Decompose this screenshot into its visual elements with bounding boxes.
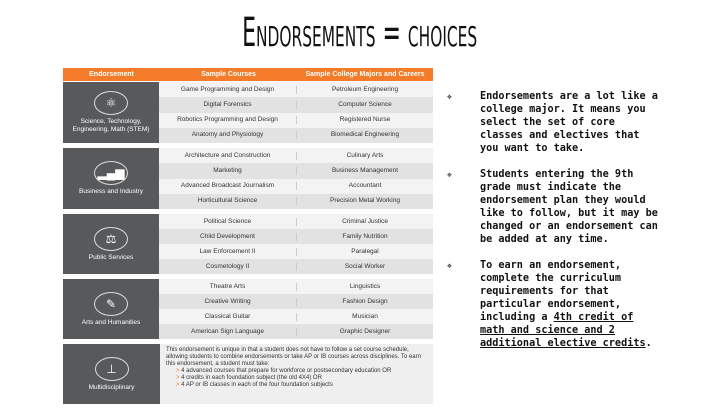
course-cell: Classical Guitar xyxy=(159,313,297,321)
table-row xyxy=(159,244,433,259)
career-cell: Accountant xyxy=(348,182,382,190)
table-row xyxy=(159,294,433,309)
group-name: Business and Industry xyxy=(79,188,143,195)
career-cell: Graphic Designer xyxy=(339,327,391,335)
course-cell: Anatomy and Physiology xyxy=(159,131,297,139)
table-row xyxy=(159,214,433,229)
table-header xyxy=(63,68,433,81)
course-cell: Robotics Programming and Design xyxy=(159,116,297,124)
atom-icon: ⚛ xyxy=(94,91,128,115)
table-row xyxy=(159,279,433,294)
signpost-icon: ⊥ xyxy=(95,357,129,381)
course-cell: Advanced Broadcast Journalism xyxy=(159,182,297,190)
career-cell: Family Nutrition xyxy=(342,232,388,240)
table-row xyxy=(159,259,433,274)
bullet-item: ❖ To earn an endorsement, complete the curriculum requirements for that particular endorsement, including a 4th credit of math and science and 2 additional elective credits. xyxy=(447,260,652,349)
bar-chart-icon: ▂▄▆ xyxy=(94,161,128,185)
course-cell: Cosmetology II xyxy=(159,263,297,271)
course-cell: Digital Forensics xyxy=(159,101,297,109)
course-cell: Law Enforcement II xyxy=(159,248,297,256)
course-cell: Horticultural Science xyxy=(159,197,297,205)
slide-title: Endorsements = choices xyxy=(242,10,478,56)
career-cell: Biomedical Engineering xyxy=(330,131,400,139)
multi-item: > 4 advanced courses that prepare for workforce or postsecondary education OR xyxy=(176,368,392,374)
course-cell: Political Science xyxy=(159,218,297,226)
career-cell: Criminal Justice xyxy=(342,217,388,225)
table-row xyxy=(159,324,433,339)
course-cell: Marketing xyxy=(159,167,297,175)
header-endorsement: Endorsement xyxy=(89,71,134,78)
career-cell: Precision Metal Working xyxy=(330,197,400,205)
endorsement-group xyxy=(63,214,433,274)
table-row xyxy=(159,128,433,143)
course-cell: Child Development xyxy=(159,233,297,241)
endorsement-group xyxy=(63,279,433,339)
endorsements-table xyxy=(63,68,433,409)
career-cell: Social Worker xyxy=(344,262,386,270)
course-cell: Creative Writing xyxy=(159,298,297,306)
bullet-list xyxy=(447,90,662,363)
career-cell: Fashion Design xyxy=(342,297,388,305)
table-row xyxy=(159,229,433,244)
bullet-item: ❖ Students entering the 9th grade must indicate the endorsement plan they would like to follow, but it may be changed or an endorsement can be added at any time. xyxy=(447,169,658,245)
group-name: Public Services xyxy=(88,253,134,261)
group-name: Arts and Humanities xyxy=(81,318,141,326)
diamond-bullet-icon: ❖ xyxy=(447,261,452,270)
course-cell: Architecture and Construction xyxy=(159,152,297,160)
group-name: Multidisciplinary xyxy=(88,383,135,391)
table-row xyxy=(159,194,433,209)
course-cell: Game Programming and Design xyxy=(159,86,297,94)
table-row xyxy=(159,179,433,194)
table-row xyxy=(159,82,433,97)
multi-item: > 4 AP or IB classes in each of the four foundation subjects xyxy=(176,382,333,388)
career-cell: Linguistics xyxy=(349,282,381,290)
scales-icon: ⚖ xyxy=(94,227,128,251)
bullet-item: ❖ Endorsements are a lot like a college major. It means you select the set of core classes and electives that you want to take. xyxy=(447,91,658,154)
table-row xyxy=(159,163,433,178)
diamond-bullet-icon: ❖ xyxy=(447,92,452,101)
course-cell: Theatre Arts xyxy=(159,283,297,291)
table-row xyxy=(159,309,433,324)
header-careers: Sample College Majors and Careers xyxy=(305,71,425,78)
endorsement-group xyxy=(63,82,433,143)
career-cell: Registered Nurse xyxy=(339,116,391,124)
career-cell: Petroleum Engineering xyxy=(331,85,399,93)
career-cell: Culinary Arts xyxy=(346,151,384,159)
career-cell: Computer Science xyxy=(338,100,392,108)
career-cell: Paralegal xyxy=(351,247,379,255)
table-row xyxy=(159,97,433,112)
group-multidisciplinary xyxy=(63,344,433,404)
endorsement-group xyxy=(63,148,433,209)
career-cell: Musician xyxy=(352,312,378,320)
header-courses: Sample Courses xyxy=(201,71,256,78)
group-name: Science, Technology, Engineering, Math (STEM) xyxy=(72,118,150,133)
table-row xyxy=(159,113,433,128)
paintbrush-icon: ✎ xyxy=(94,292,128,316)
diamond-bullet-icon: ❖ xyxy=(447,170,452,179)
table-row xyxy=(159,148,433,163)
multi-intro: This endorsement is unique in that a student does not have to follow a set course schedule, allowing students to combine endorsements or take AP or IB courses across disciplines. To earn this endorsement, a student must take: xyxy=(166,347,421,367)
credits-link[interactable]: 4th credit of math and science and 2 additional elective credits xyxy=(480,312,646,349)
multi-item: > 4 credits in each foundation subject (the old 4X4) OR xyxy=(176,375,322,381)
course-cell: American Sign Language xyxy=(159,328,297,336)
career-cell: Business Management xyxy=(331,166,399,174)
